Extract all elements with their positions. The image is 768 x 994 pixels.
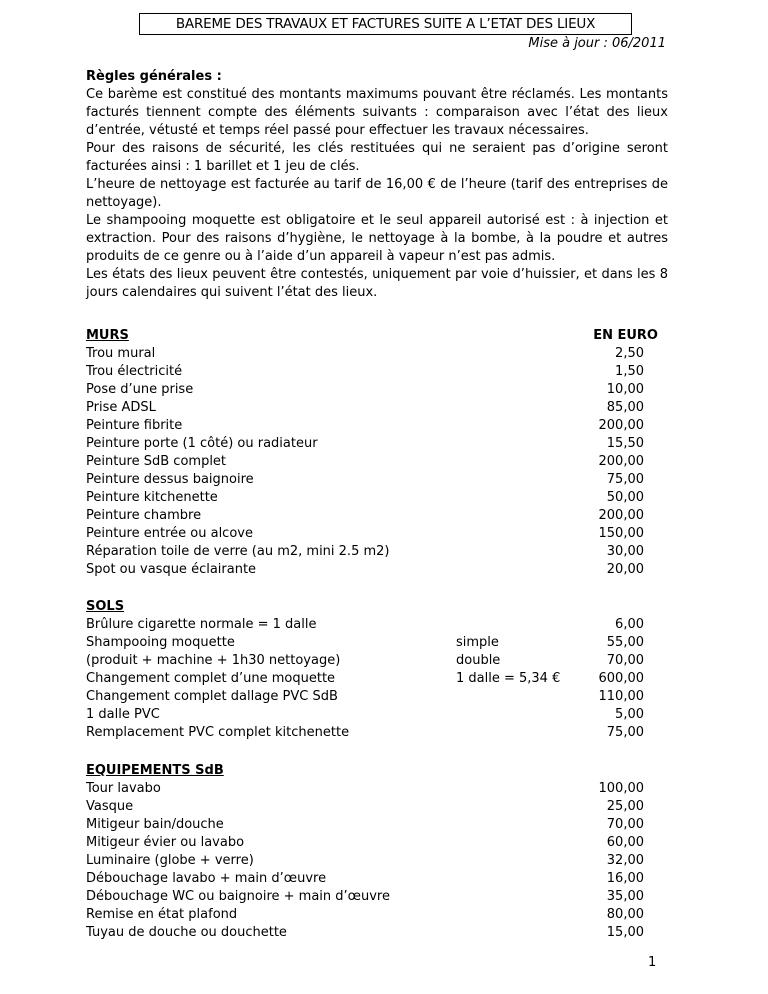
item-label: (produit + machine + 1h30 nettoyage)	[86, 653, 341, 668]
price-row	[86, 888, 686, 906]
item-price: 75,00	[606, 725, 644, 740]
item-label: Peinture porte (1 côté) ou radiateur	[86, 436, 318, 451]
price-row	[86, 453, 686, 471]
price-row	[86, 634, 686, 652]
item-price: 55,00	[606, 635, 644, 650]
currency-heading: EN EURO	[593, 328, 658, 343]
section-murs	[86, 327, 686, 579]
item-label: Remplacement PVC complet kitchenette	[86, 725, 350, 740]
price-row	[86, 363, 686, 381]
item-price: 2,50	[615, 346, 644, 361]
price-row	[86, 688, 686, 706]
price-row	[86, 399, 686, 417]
price-row	[86, 906, 686, 924]
item-price: 50,00	[606, 490, 644, 505]
item-label: Mitigeur bain/douche	[86, 817, 224, 832]
item-label: Tour lavabo	[86, 781, 161, 796]
item-price: 100,00	[598, 781, 644, 796]
item-price: 32,00	[606, 853, 644, 868]
item-price: 110,00	[598, 689, 644, 704]
item-label: Peinture fibrite	[86, 418, 183, 433]
item-label: Prise ADSL	[86, 400, 156, 415]
item-price: 200,00	[598, 454, 644, 469]
price-row	[86, 924, 686, 942]
rules-paragraph: Pour des raisons de sécurité, les clés restituées qui ne seraient pas d’origine seront facturées ainsi : 1 barillet et 1 jeu de clés.	[86, 141, 668, 174]
section-sols	[86, 598, 686, 742]
price-row	[86, 652, 686, 670]
item-price: 60,00	[606, 835, 644, 850]
item-price: 30,00	[606, 544, 644, 559]
price-row	[86, 852, 686, 870]
price-row	[86, 345, 686, 363]
item-price: 16,00	[606, 871, 644, 886]
price-row	[86, 706, 686, 724]
item-price: 15,50	[606, 436, 644, 451]
item-price: 15,00	[606, 925, 644, 940]
rules-title: Règles générales :	[86, 69, 222, 84]
price-row	[86, 417, 686, 435]
rules-paragraph: L’heure de nettoyage est facturée au tarif de 16,00 € de l’heure (tarif des entreprises de nettoyage).	[86, 177, 668, 210]
item-price: 200,00	[598, 418, 644, 433]
item-price: 600,00	[598, 671, 644, 686]
rules-paragraph: Ce barème est constitué des montants maximums pouvant être réclamés. Les montants facturés tiennent compte des éléments suivants : comparaison avec l’état des lieux d’entrée, vétusté et temps réel passé pour effectuer les travaux nécessaires.	[86, 87, 668, 138]
item-label: Tuyau de douche ou douchette	[86, 925, 287, 940]
price-row	[86, 525, 686, 543]
price-row	[86, 798, 686, 816]
item-price: 25,00	[606, 799, 644, 814]
item-price: 150,00	[598, 526, 644, 541]
price-row	[86, 834, 686, 852]
item-label: Changement complet dallage PVC SdB	[86, 689, 338, 704]
update-date: Mise à jour : 06/2011	[528, 36, 666, 51]
item-price: 1,50	[615, 364, 644, 379]
item-label: Peinture SdB complet	[86, 454, 227, 469]
item-label: Peinture chambre	[86, 508, 202, 523]
item-detail: double	[456, 653, 501, 668]
price-row	[86, 543, 686, 561]
price-row	[86, 435, 686, 453]
item-label: Trou électricité	[86, 364, 183, 379]
price-row	[86, 489, 686, 507]
price-row	[86, 561, 686, 579]
item-detail: simple	[456, 635, 499, 650]
page-number: 1	[648, 955, 657, 970]
general-rules	[86, 68, 668, 302]
item-label: Trou mural	[86, 346, 156, 361]
document-title: BAREME DES TRAVAUX ET FACTURES SUITE A L’ETAT DES LIEUX	[139, 13, 632, 35]
price-row	[86, 816, 686, 834]
item-price: 80,00	[606, 907, 644, 922]
price-row	[86, 381, 686, 399]
item-label: Remise en état plafond	[86, 907, 238, 922]
item-price: 5,00	[615, 707, 644, 722]
item-label: Brûlure cigarette normale = 1 dalle	[86, 617, 317, 632]
item-label: Peinture entrée ou alcove	[86, 526, 253, 541]
section-equipements	[86, 762, 686, 942]
item-label: Luminaire (globe + verre)	[86, 853, 254, 868]
item-label: Pose d’une prise	[86, 382, 194, 397]
item-price: 6,00	[615, 617, 644, 632]
item-price: 35,00	[606, 889, 644, 904]
item-label: Changement complet d’une moquette	[86, 671, 336, 686]
item-price: 70,00	[606, 817, 644, 832]
item-label: Mitigeur évier ou lavabo	[86, 835, 245, 850]
item-detail: 1 dalle = 5,34 €	[456, 671, 561, 686]
item-price: 20,00	[606, 562, 644, 577]
item-price: 85,00	[606, 400, 644, 415]
price-row	[86, 507, 686, 525]
item-label: Peinture kitchenette	[86, 490, 218, 505]
price-row	[86, 670, 686, 688]
item-label: Shampooing moquette	[86, 635, 235, 650]
item-label: Débouchage lavabo + main d’œuvre	[86, 871, 327, 886]
item-label: Réparation toile de verre (au m2, mini 2.5 m2)	[86, 544, 390, 559]
item-price: 10,00	[606, 382, 644, 397]
rules-paragraph: Le shampooing moquette est obligatoire et le seul appareil autorisé est : à injection et extraction. Pour des raisons d’hygiène, le nettoyage à la bombe, à la poudre et autres produits de ce genre ou à l’aide d’un appareil à vapeur n’est pas admis.	[86, 213, 668, 264]
rules-paragraph: Les états des lieux peuvent être contestés, uniquement par voie d’huissier, et dans les 8 jours calendaires qui suivent l’état des lieux.	[86, 267, 668, 300]
price-row	[86, 471, 686, 489]
item-price: 70,00	[606, 653, 644, 668]
price-row	[86, 780, 686, 798]
section-heading-murs: MURS	[86, 328, 129, 343]
section-heading-sols: SOLS	[86, 599, 125, 614]
item-label: Vasque	[86, 799, 134, 814]
item-label: Spot ou vasque éclairante	[86, 562, 257, 577]
price-row	[86, 616, 686, 634]
price-row	[86, 870, 686, 888]
price-row	[86, 724, 686, 742]
section-heading-equipements: EQUIPEMENTS SdB	[86, 763, 224, 778]
item-price: 200,00	[598, 508, 644, 523]
item-label: Débouchage WC ou baignoire + main d’œuvre	[86, 889, 390, 904]
item-label: Peinture dessus baignoire	[86, 472, 254, 487]
item-label: 1 dalle PVC	[86, 707, 160, 722]
item-price: 75,00	[606, 472, 644, 487]
